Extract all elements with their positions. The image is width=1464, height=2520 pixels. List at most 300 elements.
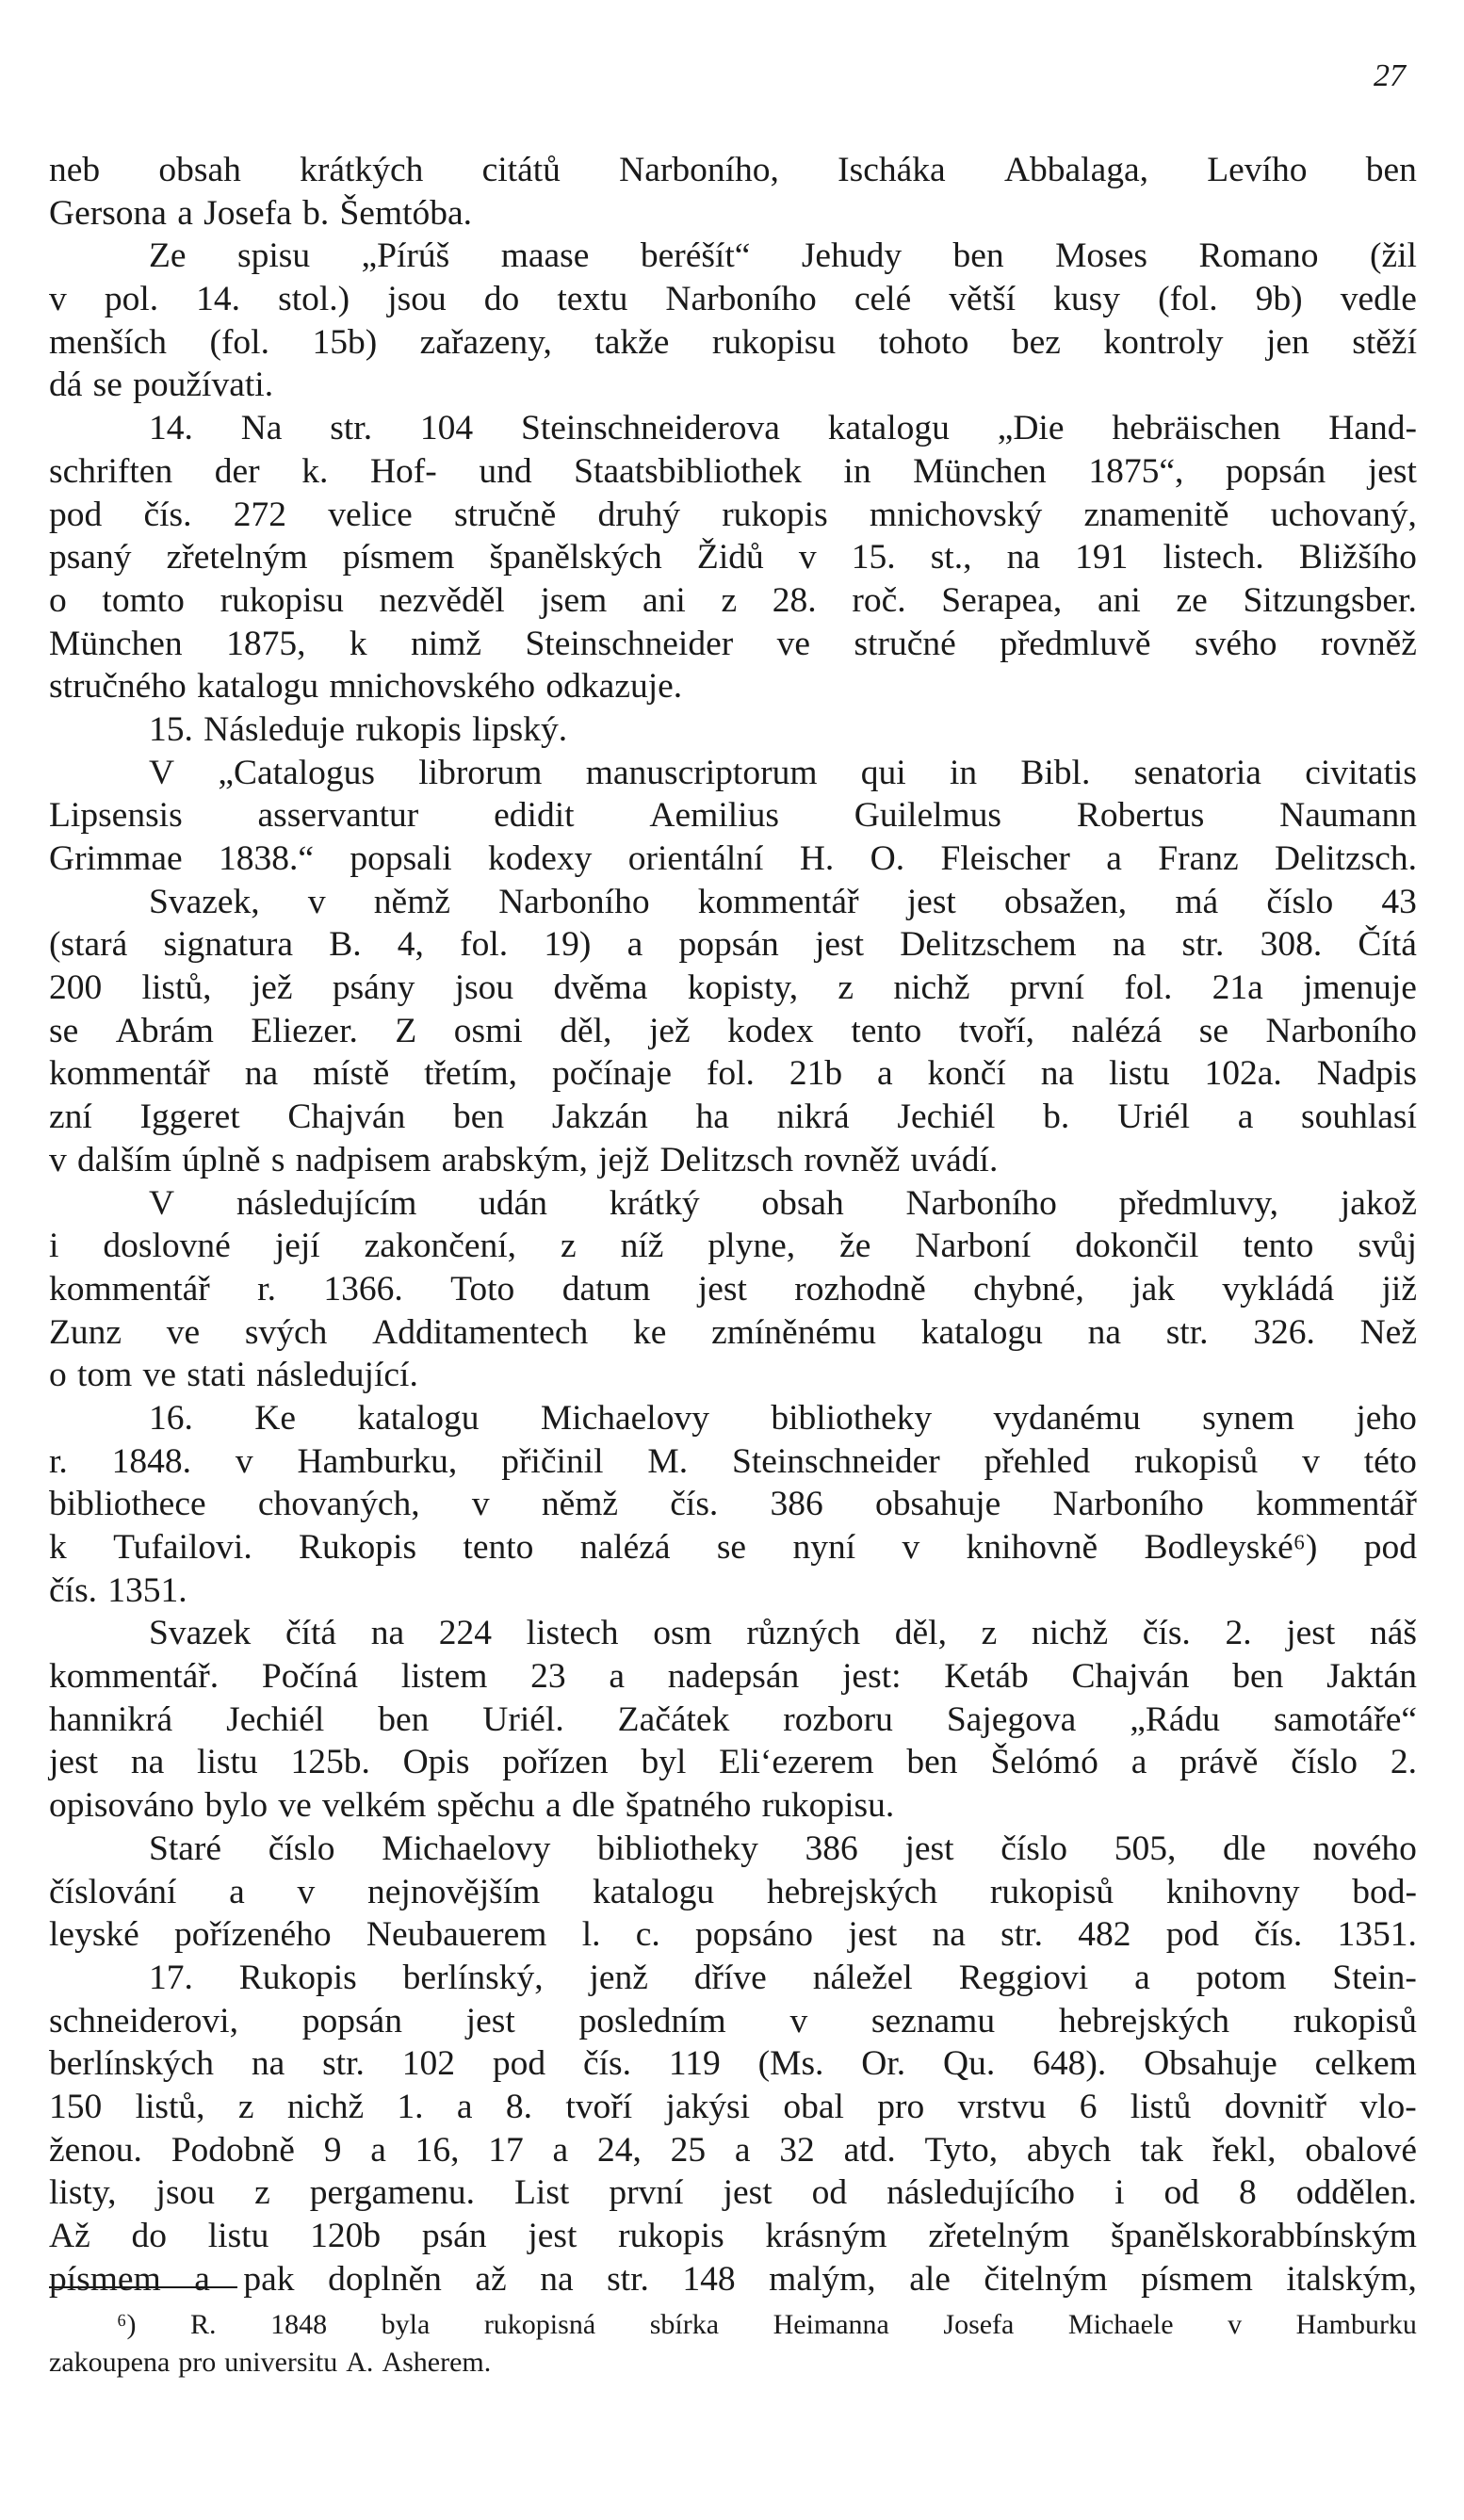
word: 1366. [323, 1269, 403, 1309]
text-line [49, 623, 1417, 666]
word: velice [328, 495, 413, 534]
word: jest [906, 882, 956, 921]
word: v [1302, 1441, 1320, 1481]
word: Stein- [1332, 1958, 1417, 1997]
word: Narboního [905, 1183, 1057, 1223]
word: Michaele [1067, 2309, 1174, 2340]
word: 14. [149, 409, 193, 448]
word: hannikrá [49, 1699, 173, 1739]
word: 1875, [226, 624, 306, 663]
word: a [1237, 1097, 1254, 1137]
word: Robertus [1076, 796, 1205, 836]
word: popsáno [694, 1915, 813, 1955]
word: jest [528, 2217, 577, 2255]
word: Svazek, [149, 882, 260, 921]
word: 308. [1260, 925, 1323, 965]
word: Eliezer. [251, 1011, 358, 1050]
text-line [49, 321, 1417, 365]
word: odkazuje. [545, 667, 683, 707]
word: und [479, 451, 532, 491]
word: různých [746, 1614, 861, 1653]
word: tento [1243, 1227, 1314, 1266]
word: Bodleyské⁶) [1144, 1528, 1318, 1567]
word: tohoto [878, 322, 969, 362]
word: ani [1097, 580, 1141, 620]
word: hebrejských [766, 1872, 938, 1911]
word: beréšít“ [640, 236, 751, 276]
word: Počíná [261, 1657, 358, 1697]
word: 43 [1381, 882, 1417, 921]
word: neb [49, 151, 101, 189]
word: stručného [49, 667, 187, 707]
word: Nadpis [1316, 1054, 1417, 1094]
word: librorum [418, 753, 543, 792]
word: Michaelovy [540, 1398, 709, 1438]
word: v [307, 882, 326, 921]
word: Podobně [171, 2130, 295, 2170]
word: nezvěděl [379, 580, 505, 620]
word: Narboního [665, 280, 817, 319]
word: Iggeret [139, 1097, 240, 1137]
word: a [229, 1872, 245, 1911]
word: spěchu [436, 1786, 535, 1826]
text-line [49, 278, 1417, 321]
word: jest [1367, 451, 1417, 491]
word: dokončil [1075, 1227, 1199, 1266]
word: ženou. [49, 2130, 142, 2170]
text-line [49, 1483, 1417, 1526]
word: celé [854, 280, 912, 319]
word: rukopisná [483, 2309, 596, 2340]
word: o [49, 580, 67, 620]
word: 4, [397, 925, 424, 965]
word: řekl, [1212, 2130, 1277, 2170]
word: rozhodně [794, 1269, 926, 1309]
word: in [843, 451, 871, 491]
word: signatura [163, 925, 293, 965]
text-line [49, 1741, 1417, 1784]
word: Narboního, [619, 151, 779, 189]
word: obal [783, 2087, 844, 2126]
word: vedle [1340, 280, 1417, 319]
footnotes [49, 2306, 1417, 2382]
word: tento [463, 1528, 534, 1567]
word: španělských [489, 538, 662, 577]
text-line [49, 1655, 1417, 1699]
text-line [49, 407, 1417, 450]
word: kusy [1053, 280, 1121, 319]
word: „Pírúš [361, 236, 450, 276]
word: Ke [254, 1398, 296, 1438]
word: c. [635, 1915, 660, 1955]
word: dalším [77, 1140, 171, 1179]
text-line [49, 1182, 1417, 1226]
word: Svazek [149, 1614, 252, 1653]
word: tento [851, 1011, 922, 1050]
text-line [49, 794, 1417, 837]
word: náš [1369, 1614, 1417, 1653]
word: špatného [626, 1786, 752, 1826]
word: str. [1000, 1915, 1043, 1955]
word: 8. [505, 2087, 532, 2126]
word: abych [1026, 2130, 1112, 2170]
word: velkém [322, 1786, 427, 1826]
word: civitatis [1305, 753, 1417, 792]
word: Qu. [943, 2044, 996, 2084]
word: 8 [1238, 2173, 1257, 2213]
word: čís. [1254, 1915, 1303, 1955]
text-line [49, 1096, 1417, 1139]
text-line [49, 536, 1417, 579]
word: přičinil [501, 1441, 604, 1481]
text-line [49, 1440, 1417, 1484]
word: Jechiél [226, 1699, 325, 1739]
word: katalogu [197, 667, 319, 707]
word: manuscriptorum [585, 753, 818, 792]
word: Romano [1198, 236, 1319, 276]
word: ben [1365, 151, 1417, 189]
word: fol. [460, 925, 509, 965]
word: 14. [196, 280, 241, 319]
word: používati. [133, 366, 274, 405]
text-line [49, 837, 1417, 881]
word: katalogu [827, 409, 950, 448]
word: a [552, 2130, 569, 2170]
word: Abbalaga, [1003, 151, 1148, 189]
word: ben [453, 1097, 505, 1137]
word: čís. [1142, 1614, 1191, 1653]
word: 19) [544, 925, 592, 965]
word: nyní [792, 1528, 856, 1567]
text-line [49, 2215, 1417, 2258]
word: (fol. [1158, 280, 1218, 319]
word: i [1114, 2173, 1125, 2213]
word: dá [49, 366, 83, 405]
word: kommentář [697, 882, 859, 921]
word: Toto [450, 1269, 515, 1309]
word: místě [312, 1054, 390, 1094]
word: sbírka [649, 2309, 720, 2340]
word: jest [1286, 1614, 1336, 1653]
word: 224 [438, 1614, 493, 1653]
word: Asherem. [382, 2347, 492, 2378]
word: Zunz [49, 1312, 122, 1352]
word: jsou [454, 968, 514, 1008]
word: v [902, 1528, 920, 1567]
word: jeho [1356, 1398, 1417, 1438]
word: Delitzschem [900, 925, 1077, 965]
word: „Die [997, 409, 1065, 448]
word: pod [1165, 1915, 1219, 1955]
word: dle [1223, 1829, 1266, 1868]
word: 326. [1253, 1312, 1315, 1352]
word: ⁶) [117, 2309, 137, 2340]
word: 482 [1078, 1915, 1131, 1955]
word: čitelným [984, 2259, 1108, 2299]
word: qui [860, 753, 906, 792]
word: ve [166, 1312, 201, 1352]
word: němž [373, 882, 451, 921]
word: listů, [135, 2087, 205, 2126]
word: a [370, 2130, 386, 2170]
word: b. [1043, 1097, 1070, 1137]
text-line [49, 1268, 1417, 1311]
word: obsažen, [1004, 882, 1128, 921]
word: písmem [49, 2259, 161, 2299]
word: Tufailovi. [113, 1528, 252, 1567]
word: stati [187, 1356, 246, 1395]
text-line [49, 1699, 1417, 1742]
word: ve [278, 1786, 312, 1826]
text-line [49, 923, 1417, 967]
word: tak [1140, 2130, 1184, 2170]
word: dříve [693, 1958, 767, 1997]
word: 104 [419, 409, 474, 448]
word: Narboního [1052, 1485, 1204, 1524]
word: Delitzsch [659, 1140, 794, 1179]
word: krásným [765, 2217, 887, 2255]
word: osm [653, 1614, 712, 1653]
word: bibliotheky [771, 1398, 933, 1438]
word: kopisty, [687, 968, 799, 1008]
word: Or. [861, 2044, 906, 2084]
word: jest [848, 1915, 898, 1955]
word: následující. [256, 1356, 418, 1395]
text-line [49, 708, 1417, 752]
word: nikrá [776, 1097, 850, 1137]
word: nichž [1031, 1614, 1109, 1653]
word: Narboní [915, 1227, 1032, 1266]
word: krátkých [300, 151, 424, 189]
word: arabským, [441, 1140, 588, 1179]
word: (Ms. [757, 2044, 824, 2084]
word: Hof- [369, 451, 437, 491]
word: pak [243, 2259, 295, 2299]
word: fol. [1124, 968, 1173, 1008]
word: tomto [102, 580, 185, 620]
word: 28. [772, 580, 817, 620]
word: 15. [851, 538, 896, 577]
word: již [1381, 1269, 1417, 1309]
text-line [49, 1569, 1417, 1613]
word: 9b) [1255, 280, 1303, 319]
word: a [876, 1054, 893, 1094]
word: rovněž [1320, 624, 1417, 663]
footnote-line [49, 2306, 1417, 2344]
word: jak [1131, 1269, 1176, 1309]
word: doslovné [103, 1227, 231, 1266]
word: listy, [49, 2173, 117, 2213]
word: tvoří [565, 2087, 633, 2126]
word: Hamburku, [297, 1441, 458, 1481]
word: 1875“, [1088, 451, 1184, 491]
text-line [49, 1311, 1417, 1355]
word: takže [594, 322, 670, 362]
word: zmíněnému [711, 1312, 877, 1352]
word: obsahuje [875, 1485, 1001, 1524]
footnote-divider [49, 2286, 237, 2288]
word: mnichovský [869, 495, 1043, 534]
word: pořízeného [174, 1915, 332, 1955]
word: a [626, 925, 643, 965]
word: jmenuje [1303, 968, 1417, 1008]
text-line [49, 1010, 1417, 1053]
word: 1848. [111, 1441, 192, 1481]
word: obsah [761, 1183, 844, 1223]
word: od [811, 2173, 848, 2213]
word: zařazeny, [419, 322, 552, 362]
word: V [149, 1183, 175, 1223]
word: číslování [49, 1872, 177, 1911]
word: Uriél [1116, 1097, 1191, 1137]
word: jež [251, 968, 293, 1008]
word: němž [541, 1485, 619, 1524]
word: pergamenu. [309, 2173, 476, 2213]
word: 386 [805, 1829, 858, 1868]
word: v [49, 280, 67, 319]
word: popsali [350, 839, 452, 878]
word: přehled [984, 1441, 1091, 1481]
word: Obsahuje [1144, 2044, 1277, 2084]
text-line [49, 1526, 1417, 1569]
word: listech [526, 1614, 619, 1653]
word: udán [479, 1183, 548, 1223]
word: bibliothece [49, 1485, 206, 1524]
word: (žil [1369, 236, 1417, 276]
word: Sajegova [946, 1699, 1077, 1739]
word: čís. [670, 1485, 719, 1524]
word: jsou [387, 280, 447, 319]
text-line [49, 2258, 1417, 2301]
word: vydanému [993, 1398, 1141, 1438]
word: Franz [1158, 839, 1239, 878]
word: Chajván [1071, 1657, 1190, 1697]
word: ve [776, 624, 811, 663]
word: ben [378, 1699, 430, 1739]
word: Neubauerem [366, 1915, 547, 1955]
word: a [1131, 1743, 1147, 1782]
word: Michaelovy [382, 1829, 551, 1868]
word: úplně [182, 1140, 261, 1179]
word: až [475, 2259, 507, 2299]
word: Lipsensis [49, 796, 183, 836]
word: jakýsi [665, 2087, 751, 2126]
word: Bližšího [1298, 538, 1417, 577]
word: doplněn [328, 2259, 442, 2299]
word: zřetelným [928, 2217, 1070, 2255]
word: jež [648, 1011, 691, 1050]
word: s [270, 1140, 285, 1179]
word: obsah [158, 151, 241, 189]
word: synem [1202, 1398, 1294, 1438]
word: 120b [310, 2217, 382, 2255]
word: jest [465, 2001, 515, 2040]
word: jsem [540, 580, 608, 620]
word: se [1198, 1011, 1228, 1050]
word: Narboního [1265, 1011, 1417, 1050]
word: 191 [1075, 538, 1129, 577]
word: vrstvu [957, 2087, 1047, 2126]
word: lipský. [472, 709, 568, 749]
word: rukopisů [1133, 1441, 1259, 1481]
word: Guilelmus [854, 796, 1002, 836]
word: atd. [843, 2130, 896, 2170]
text-line [49, 665, 1417, 708]
text-line [49, 1225, 1417, 1268]
word: katalogu [920, 1312, 1043, 1352]
word: tom [77, 1356, 133, 1395]
word: ben [952, 236, 1004, 276]
word: stol.) [278, 280, 350, 319]
word: ha [695, 1097, 729, 1137]
text-line [49, 1957, 1417, 2000]
word: listech. [1163, 538, 1264, 577]
word: Serapea, [941, 580, 1063, 620]
word: 102a. [1204, 1054, 1282, 1094]
footnote-line [49, 2344, 1417, 2382]
text-line [49, 235, 1417, 278]
word: tvoří, [958, 1011, 1034, 1050]
word: 150 [49, 2087, 103, 2126]
word: posledním [578, 2001, 726, 2040]
word: a [734, 2130, 751, 2170]
word: r. [257, 1269, 276, 1309]
text-line [49, 192, 1417, 236]
word: a [194, 2259, 210, 2299]
word: chybné, [973, 1269, 1084, 1309]
word: rukopis [618, 2217, 724, 2255]
word: čís. [143, 495, 192, 534]
word: Chajván [287, 1097, 406, 1137]
word: Opis [402, 1743, 470, 1782]
word: bod- [1352, 1872, 1417, 1911]
word: celkem [1314, 2044, 1417, 2084]
word: k [49, 1528, 67, 1567]
word: následujícího [887, 2173, 1076, 2213]
word: knihovny [1165, 1872, 1300, 1911]
word: orientální [627, 839, 764, 878]
word: v [1228, 2309, 1243, 2340]
word: Narboního [498, 882, 650, 921]
word: Šemtóba. [339, 193, 473, 233]
word: der [214, 451, 260, 491]
word: kommentář [1256, 1485, 1417, 1524]
text-line [49, 1871, 1417, 1914]
word: O. [870, 839, 905, 878]
word: Josefa [943, 2309, 1015, 2340]
word: zakoupena [49, 2347, 171, 2378]
text-line [49, 2171, 1417, 2215]
word: i [49, 1227, 59, 1266]
word: jest [49, 1743, 99, 1782]
word: 32 [779, 2130, 815, 2170]
word: (fol. [209, 322, 269, 362]
word: ve [142, 1356, 176, 1395]
word: Sitzungsber. [1243, 580, 1417, 620]
word: Rukopis [299, 1528, 417, 1567]
text-line [49, 752, 1417, 795]
word: Gersona [49, 193, 167, 233]
word: jsou [155, 2173, 216, 2213]
word: Ze [149, 236, 187, 276]
word: in [949, 753, 978, 792]
word: Naumann [1279, 796, 1417, 836]
word: München [913, 451, 1047, 491]
word: leyské [49, 1915, 139, 1955]
word: senatoria [1133, 753, 1261, 792]
word: schriften [49, 451, 173, 491]
word: 102 [401, 2044, 456, 2084]
